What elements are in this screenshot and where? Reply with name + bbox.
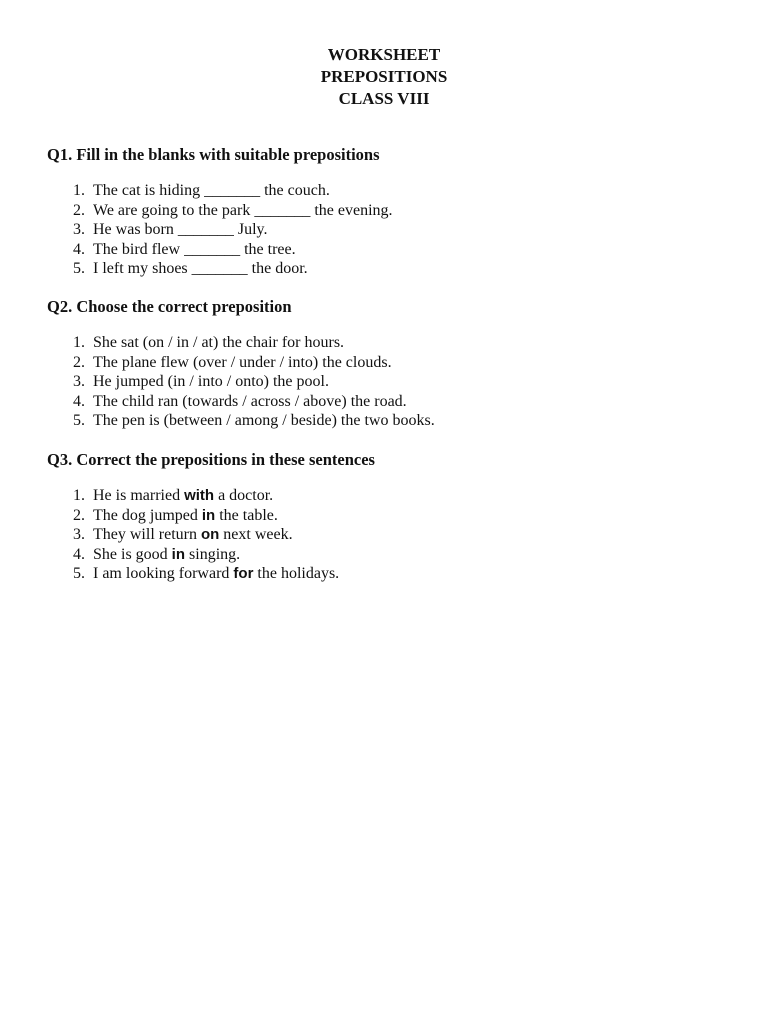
item-text: The plane flew (over / under / into) the clouds. — [93, 353, 392, 371]
sentence-end: next week. — [219, 526, 293, 544]
incorrect-preposition: in — [201, 506, 216, 524]
list-item — [47, 201, 737, 221]
list-item — [47, 545, 737, 565]
sentence-end: a doctor. — [214, 487, 274, 504]
sentence-end: the holidays. — [253, 565, 340, 583]
item-text — [93, 506, 278, 526]
item-number: 4. — [73, 240, 85, 258]
incorrect-preposition: for — [233, 565, 254, 583]
question-2-heading: Q2. Choose the correct preposition — [47, 297, 292, 316]
item-number: 2. — [73, 353, 85, 371]
list-item — [47, 411, 737, 431]
question-3-list — [47, 486, 737, 584]
list-item — [47, 564, 737, 584]
incorrect-preposition: in — [171, 545, 186, 563]
list-item — [47, 392, 737, 412]
item-text: The pen is (between / among / beside) the two books. — [93, 412, 435, 430]
title-class: CLASS VIII — [338, 89, 430, 108]
worksheet-title — [0, 44, 768, 110]
question-3-section — [47, 450, 737, 584]
item-number: 1. — [73, 334, 85, 351]
sentence-start: She is good — [93, 545, 172, 563]
item-number: 3. — [73, 221, 85, 239]
item-text: She sat (on / in / at) the chair for hours. — [93, 334, 345, 351]
item-text — [93, 525, 293, 545]
item-number: 4. — [73, 392, 85, 410]
title-worksheet: WORKSHEET — [327, 45, 441, 64]
list-item — [47, 372, 737, 392]
item-text: He was born _______ July. — [93, 221, 268, 239]
item-text: I left my shoes _______ the door. — [93, 260, 308, 278]
item-number: 3. — [73, 373, 85, 391]
item-text — [93, 545, 240, 565]
sentence-start: I am looking forward — [93, 565, 234, 583]
sentence-end: singing. — [185, 545, 241, 563]
item-number: 1. — [73, 182, 85, 199]
item-number: 2. — [73, 506, 85, 524]
sentence-start: The dog jumped — [93, 506, 202, 524]
item-text: The child ran (towards / across / above) the road. — [93, 392, 407, 410]
item-text: The cat is hiding _______ the couch. — [93, 182, 330, 199]
item-number: 4. — [73, 545, 85, 563]
item-text — [93, 564, 339, 584]
item-text: We are going to the park _______ the evening. — [93, 201, 393, 219]
item-number: 2. — [73, 201, 85, 219]
list-item — [47, 353, 737, 373]
question-1-heading: Q1. Fill in the blanks with suitable prepositions — [47, 145, 380, 164]
question-1-list — [47, 181, 737, 279]
incorrect-preposition: on — [200, 526, 220, 544]
list-item — [47, 181, 737, 201]
incorrect-preposition: with — [184, 487, 215, 504]
list-item — [47, 486, 737, 506]
question-2-section — [47, 297, 737, 431]
list-item — [47, 220, 737, 240]
list-item — [47, 259, 737, 279]
item-number: 1. — [73, 487, 85, 504]
item-text — [93, 486, 273, 506]
sentence-start: He is married — [93, 487, 185, 504]
list-item — [47, 506, 737, 526]
item-number: 5. — [73, 565, 85, 583]
sentence-end: the table. — [215, 506, 278, 524]
item-number: 5. — [73, 412, 85, 430]
item-number: 3. — [73, 526, 85, 544]
item-text: The bird flew _______ the tree. — [93, 240, 296, 258]
question-3-heading: Q3. Correct the prepositions in these sentences — [47, 450, 375, 469]
question-1-section — [47, 145, 737, 279]
question-2-list — [47, 333, 737, 431]
sentence-start: They will return — [93, 526, 201, 544]
list-item — [47, 525, 737, 545]
list-item — [47, 333, 737, 353]
title-subject: PREPOSITIONS — [320, 67, 448, 86]
item-number: 5. — [73, 260, 85, 278]
list-item — [47, 240, 737, 260]
item-text: He jumped (in / into / onto) the pool. — [93, 373, 329, 391]
